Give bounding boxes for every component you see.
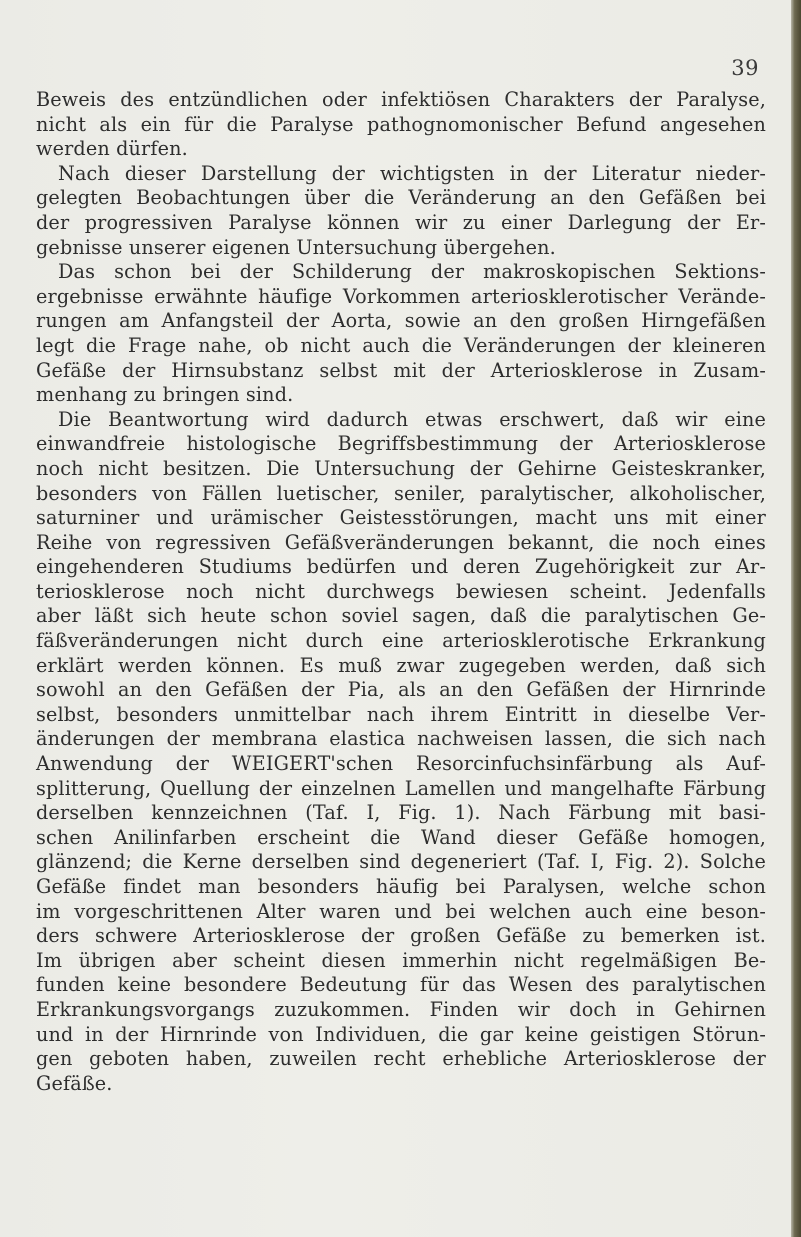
text-line: ders schwere Arteriosklerose der großen Gefäße zu bemerken ist. xyxy=(36,924,766,948)
text-line: Das schon bei der Schilderung der makroskopischen Sektions- xyxy=(58,260,766,284)
text-line: Im übrigen aber scheint diesen immerhin nicht regelmäßigen Be- xyxy=(36,948,766,972)
text-line: Erkrankungsvorgangs zuzukommen. Finden wir doch in Gehirnen xyxy=(36,997,766,1021)
text-line: splitterung, Quellung der einzelnen Lamellen und mangelhafte Färbung xyxy=(36,776,766,800)
text-line: glänzend; die Kerne derselben sind degeneriert (Taf. I, Fig. 2). Solche xyxy=(36,850,766,874)
text-line: sowohl an den Gefäßen der Pia, als an den Gefäßen der Hirnrinde xyxy=(36,678,766,702)
text-line: funden keine besondere Bedeutung für das Wesen des paralytischen xyxy=(36,973,766,997)
body-text xyxy=(36,88,766,1096)
text-line: der progressiven Paralyse können wir zu einer Darlegung der Er- xyxy=(36,210,766,234)
text-line: eingehenderen Studiums bedürfen und deren Zugehörigkeit zur Ar- xyxy=(36,555,766,579)
text-line: Beweis des entzündlichen oder infektiösen Charakters der Paralyse, xyxy=(36,88,766,111)
text-line: werden dürfen. xyxy=(36,137,188,161)
text-line: einwandfreie histologische Begriffsbestimmung der Arteriosklerose xyxy=(36,432,766,456)
text-line: ergebnisse erwähnte häufige Vorkommen arteriosklerotischer Verände- xyxy=(36,284,766,308)
text-line: nicht als ein für die Paralyse pathognomonischer Befund angesehen xyxy=(36,112,766,136)
text-line: änderungen der membrana elastica nachweisen lassen, die sich nach xyxy=(36,727,766,751)
text-line: Gefäße der Hirnsubstanz selbst mit der Arteriosklerose in Zusam- xyxy=(36,358,766,382)
text-line: derselben kennzeichnen (Taf. I, Fig. 1). Nach Färbung mit basi- xyxy=(36,801,766,825)
text-line: Gefäße. xyxy=(36,1071,113,1095)
text-line: noch nicht besitzen. Die Untersuchung der Gehirne Geisteskranker, xyxy=(36,456,766,480)
text-line: Gefäße findet man besonders häufig bei Paralysen, welche schon xyxy=(36,875,766,898)
text-line: im vorgeschrittenen Alter waren und bei welchen auch eine beson- xyxy=(36,899,766,923)
text-line: gen geboten haben, zuweilen recht erhebliche Arteriosklerose der xyxy=(36,1047,766,1071)
text-line: und in der Hirnrinde von Individuen, die gar keine geistigen Störun- xyxy=(36,1022,766,1046)
page-number: 39 xyxy=(731,56,759,80)
text-line: menhang zu bringen sind. xyxy=(36,383,294,407)
text-line: rungen am Anfangsteil der Aorta, sowie an den großen Hirngefäßen xyxy=(36,309,766,333)
text-line: gebnisse unserer eigenen Untersuchung übergehen. xyxy=(36,235,556,259)
text-line: Anwendung der WEIGERT'schen Resorcinfuchsinfärbung als Auf- xyxy=(36,752,766,776)
text-line: Reihe von regressiven Gefäßveränderungen bekannt, die noch eines xyxy=(36,530,766,554)
text-line: saturniner und urämischer Geistesstörungen, macht uns mit einer xyxy=(36,506,766,530)
page-edge-shadow xyxy=(791,0,801,1237)
text-line: fäßveränderungen nicht durch eine arteriosklerotische Erkrankung xyxy=(36,629,766,653)
text-line: Nach dieser Darstellung der wichtigsten in der Literatur nieder- xyxy=(58,161,766,185)
text-line: gelegten Beobachtungen über die Veränderung an den Gefäßen bei xyxy=(36,186,766,210)
text-line: erklärt werden können. Es muß zwar zugegeben werden, daß sich xyxy=(36,653,766,677)
text-line: besonders von Fällen luetischer, seniler, paralytischer, alkoholischer, xyxy=(36,481,766,505)
text-line: teriosklerose noch nicht durchwegs bewiesen scheint. Jedenfalls xyxy=(36,579,766,603)
text-line: aber läßt sich heute schon soviel sagen, daß die paralytischen Ge- xyxy=(36,604,766,628)
text-line: selbst, besonders unmittelbar nach ihrem Eintritt in dieselbe Ver- xyxy=(36,702,766,726)
text-line: legt die Frage nahe, ob nicht auch die Veränderungen der kleineren xyxy=(36,333,766,357)
text-line: Die Beantwortung wird dadurch etwas erschwert, daß wir eine xyxy=(58,407,766,431)
text-line: schen Anilinfarben erscheint die Wand dieser Gefäße homogen, xyxy=(36,825,766,849)
